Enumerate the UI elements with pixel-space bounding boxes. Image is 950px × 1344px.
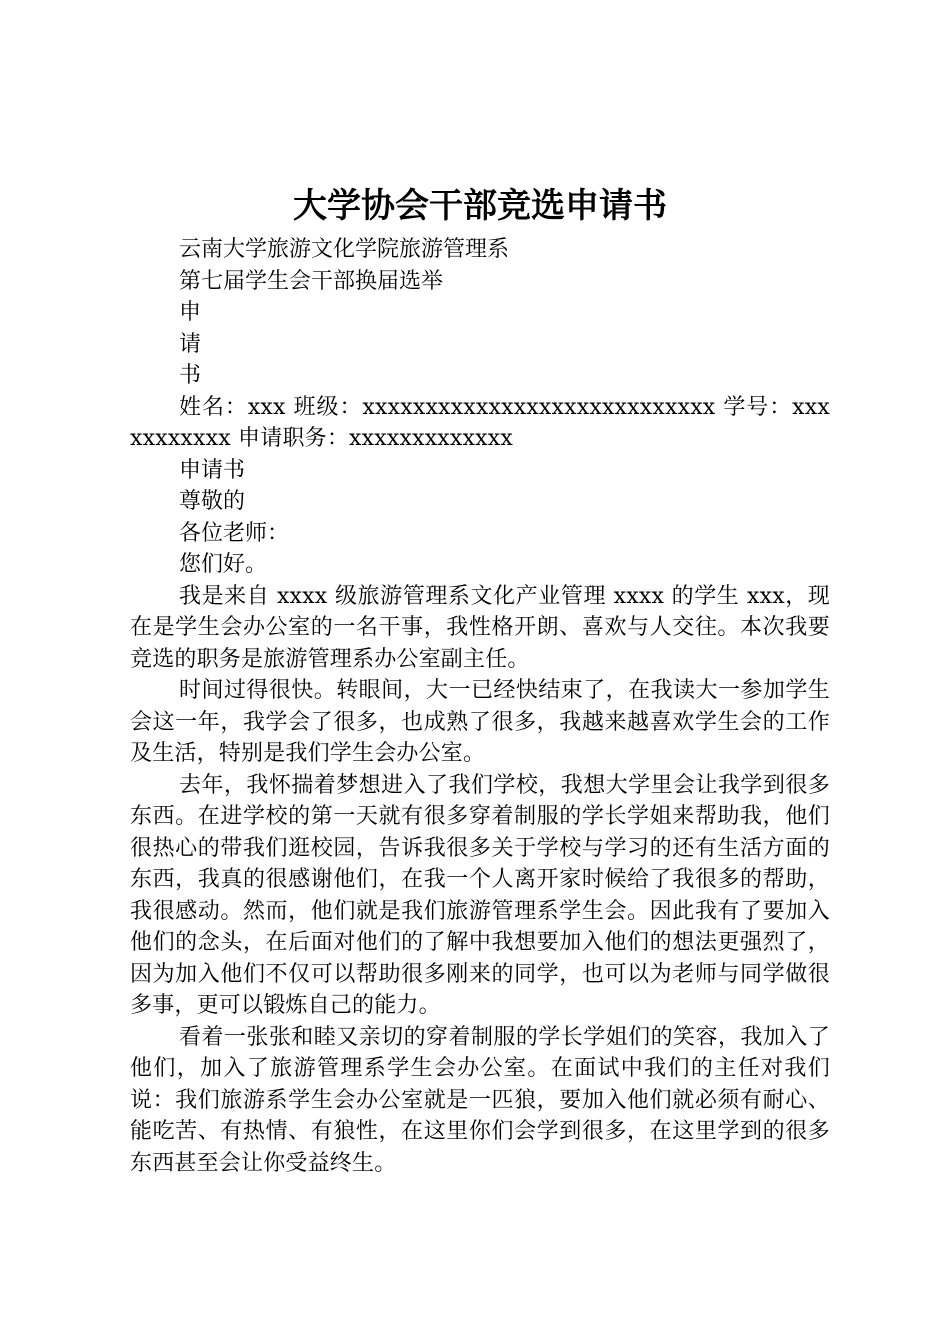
body-paragraph-joining: 看着一张张和睦又亲切的穿着制服的学长学姐们的笑容，我加入了他们，加入了旅游管理系学生会办公室。在面试中我们的主任对我们说：我们旅游系学生会办公室就是一匹狼，要加入他们就必须有耐心、能吃苦、有热情、有狼性，在这里你们会学到很多，在这里学到的很多东西甚至会让你受益终生。 <box>130 1024 830 1176</box>
document-title: 大学协会干部竞选申请书 <box>293 186 667 226</box>
header-line-char-1: 申 <box>179 300 202 325</box>
header-block <box>130 234 830 392</box>
body-text <box>130 581 830 1180</box>
body-paragraph-intro: 我是来自 xxxx 级旅游管理系文化产业管理 xxxx 的学生 xxx，现在是学生会办公室的一名干事，我性格开朗、喜欢与人交往。本次我要竞选的职务是旅游管理系办公室副主任。 <box>130 583 830 672</box>
salutation-line-teachers: 各位老师： <box>179 520 290 546</box>
salutation-block <box>130 455 830 581</box>
header-line-char-2: 请 <box>179 331 202 357</box>
header-line-char-3: 书 <box>179 363 202 388</box>
body-paragraph-last-year: 去年，我怀揣着梦想进入了我们学校，我想大学里会让我学到很多东西。在进学校的第一天就有很多穿着制服的学长学姐来帮助我，他们很热心的带我们逛校园，告诉我很多关于学校与学习的还有生活方面的东西，我真的很感谢他们，在我一个人离开家时候给了我很多的帮助，我很感动。然而，他们就是我们旅游管理系学生会。因此我有了要加入他们的念头，在后面对他们的了解中我想要加入他们的想法更强烈了，因为加入他们不仅可以帮助很多刚来的同学，也可以为老师与同学做很多事，更可以锻炼自己的能力。 <box>130 772 830 1018</box>
applicant-info: 姓名：xxx 班级：xxxxxxxxxxxxxxxxxxxxxxxxxxxx 学号：xxxxxxxxxxx 申请职务：xxxxxxxxxxxxx <box>130 394 830 451</box>
document-page <box>130 180 830 1179</box>
header-line-election: 第七届学生会干部换届选举 <box>179 268 444 294</box>
salutation-line-respected: 尊敬的 <box>179 489 246 514</box>
salutation-line-application: 申请书 <box>179 457 246 483</box>
salutation-line-greeting: 您们好。 <box>179 552 268 577</box>
body-paragraph-time: 时间过得很快。转眼间，大一已经快结束了，在我读大一参加学生会这一年，我学会了很多，也成熟了很多，我越来越喜欢学生会的工作及生活，特别是我们学生会办公室。 <box>130 678 830 766</box>
header-line-department: 云南大学旅游文化学院旅游管理系 <box>179 237 510 262</box>
